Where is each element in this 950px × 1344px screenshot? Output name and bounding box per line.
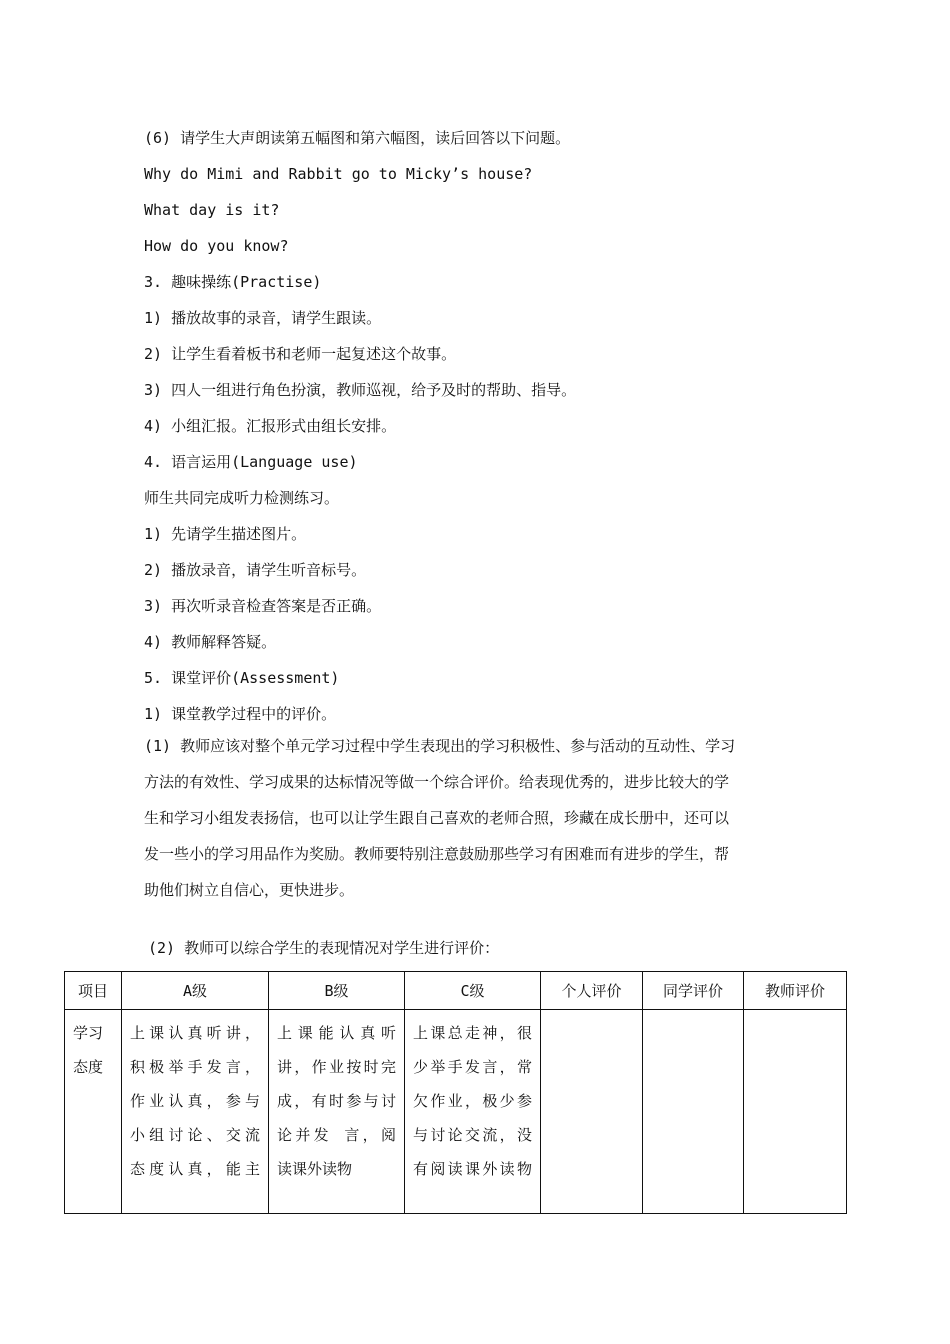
table-row — [65, 1010, 847, 1214]
header-teacher-evaluation: 教师评价 — [744, 972, 847, 1010]
header-level-a: A级 — [122, 972, 269, 1010]
cell-line: 上课总走神，很 — [413, 1024, 532, 1042]
table-header-row — [65, 972, 847, 1010]
cell-line: 作业认真，参与 — [130, 1092, 260, 1110]
paragraph-line: 方法的有效性、学习成果的达标情况等做一个综合评价。给表现优秀的，进步比较大的学 — [144, 773, 730, 791]
cell-teacher-evaluation[interactable] — [744, 1010, 847, 1214]
cell-level-c — [405, 1010, 541, 1214]
text-line-1: (6) 请学生大声朗读第五幅图和第六幅图，读后回答以下问题。 — [144, 129, 571, 147]
text-line-17: 1) 课堂教学过程中的评价。 — [144, 705, 337, 723]
header-level-c: C级 — [405, 972, 541, 1010]
cell-line: 上课认真听讲， — [130, 1024, 260, 1042]
header-peer-evaluation: 同学评价 — [643, 972, 744, 1010]
header-self-evaluation: 个人评价 — [541, 972, 643, 1010]
text-line-2: Why do Mimi and Rabbit go to Micky’s house? — [144, 165, 533, 183]
text-line-15: 4) 教师解释答疑。 — [144, 633, 277, 651]
paragraph-line: 助他们树立自信心，更快进步。 — [144, 881, 355, 899]
cell-line: 讲，作业按时完 — [277, 1058, 396, 1076]
cell-line: 读课外读物 — [277, 1160, 353, 1178]
cell-line: 少举手发言，常 — [413, 1058, 532, 1076]
cell-level-b — [269, 1010, 405, 1214]
paragraph-line: 生和学习小组发表扬信，也可以让学生跟自己喜欢的老师合照，珍藏在成长册中，还可以 — [144, 809, 730, 827]
cell-line: 欠作业，极少参 — [413, 1092, 532, 1110]
cell-line: 态度 — [73, 1058, 104, 1076]
paragraph-line: (1) 教师应该对整个单元学习过程中学生表现出的学习积极性、参与活动的互动性、学习 — [144, 737, 736, 755]
cell-item — [65, 1010, 122, 1214]
cell-line: 成，有时参与讨 — [277, 1092, 396, 1110]
cell-self-evaluation[interactable] — [541, 1010, 643, 1214]
cell-level-a — [122, 1010, 269, 1214]
header-level-b: B级 — [269, 972, 405, 1010]
evaluation-table — [64, 971, 847, 1214]
cell-peer-evaluation[interactable] — [643, 1010, 744, 1214]
text-line-8: 3) 四人一组进行角色扮演，教师巡视，给予及时的帮助、指导。 — [144, 381, 577, 399]
text-line-12: 1) 先请学生描述图片。 — [144, 525, 307, 543]
text-line-5: 3. 趣味操练(Practise) — [144, 273, 322, 291]
text-line-13: 2) 播放录音，请学生听音标号。 — [144, 561, 367, 579]
cell-line: 积极举手发言， — [130, 1058, 260, 1076]
text-line-16: 5. 课堂评价(Assessment) — [144, 669, 340, 687]
text-line-9: 4) 小组汇报。汇报形式由组长安排。 — [144, 417, 397, 435]
cell-line: 有阅读课外读物 — [413, 1160, 532, 1178]
paragraph-line: 发一些小的学习用品作为奖励。教师要特别注意鼓励那些学习有困难而有进步的学生，帮 — [144, 845, 730, 863]
cell-line: 小组讨论、交流 — [130, 1126, 260, 1144]
text-line-14: 3) 再次听录音检查答案是否正确。 — [144, 597, 382, 615]
text-line-10: 4. 语言运用(Language use) — [144, 453, 358, 471]
header-item: 项目 — [65, 972, 122, 1010]
text-line-6: 1) 播放故事的录音，请学生跟读。 — [144, 309, 382, 327]
cell-line: 学习 — [73, 1024, 104, 1042]
cell-line: 与讨论交流，没 — [413, 1126, 532, 1144]
cell-line: 论并发 言，阅 — [277, 1126, 396, 1144]
text-line-7: 2) 让学生看着板书和老师一起复述这个故事。 — [144, 345, 457, 363]
text-line-3: What day is it? — [144, 201, 280, 219]
assessment-paragraph-1 — [144, 728, 809, 908]
text-line-11: 师生共同完成听力检测练习。 — [144, 489, 340, 507]
text-line-4: How do you know? — [144, 237, 289, 255]
cell-line: 态度认真，能主 — [130, 1160, 260, 1178]
cell-line: 上课能认真听 — [277, 1024, 396, 1042]
assessment-paragraph-2: (2) 教师可以综合学生的表现情况对学生进行评价： — [148, 939, 500, 957]
